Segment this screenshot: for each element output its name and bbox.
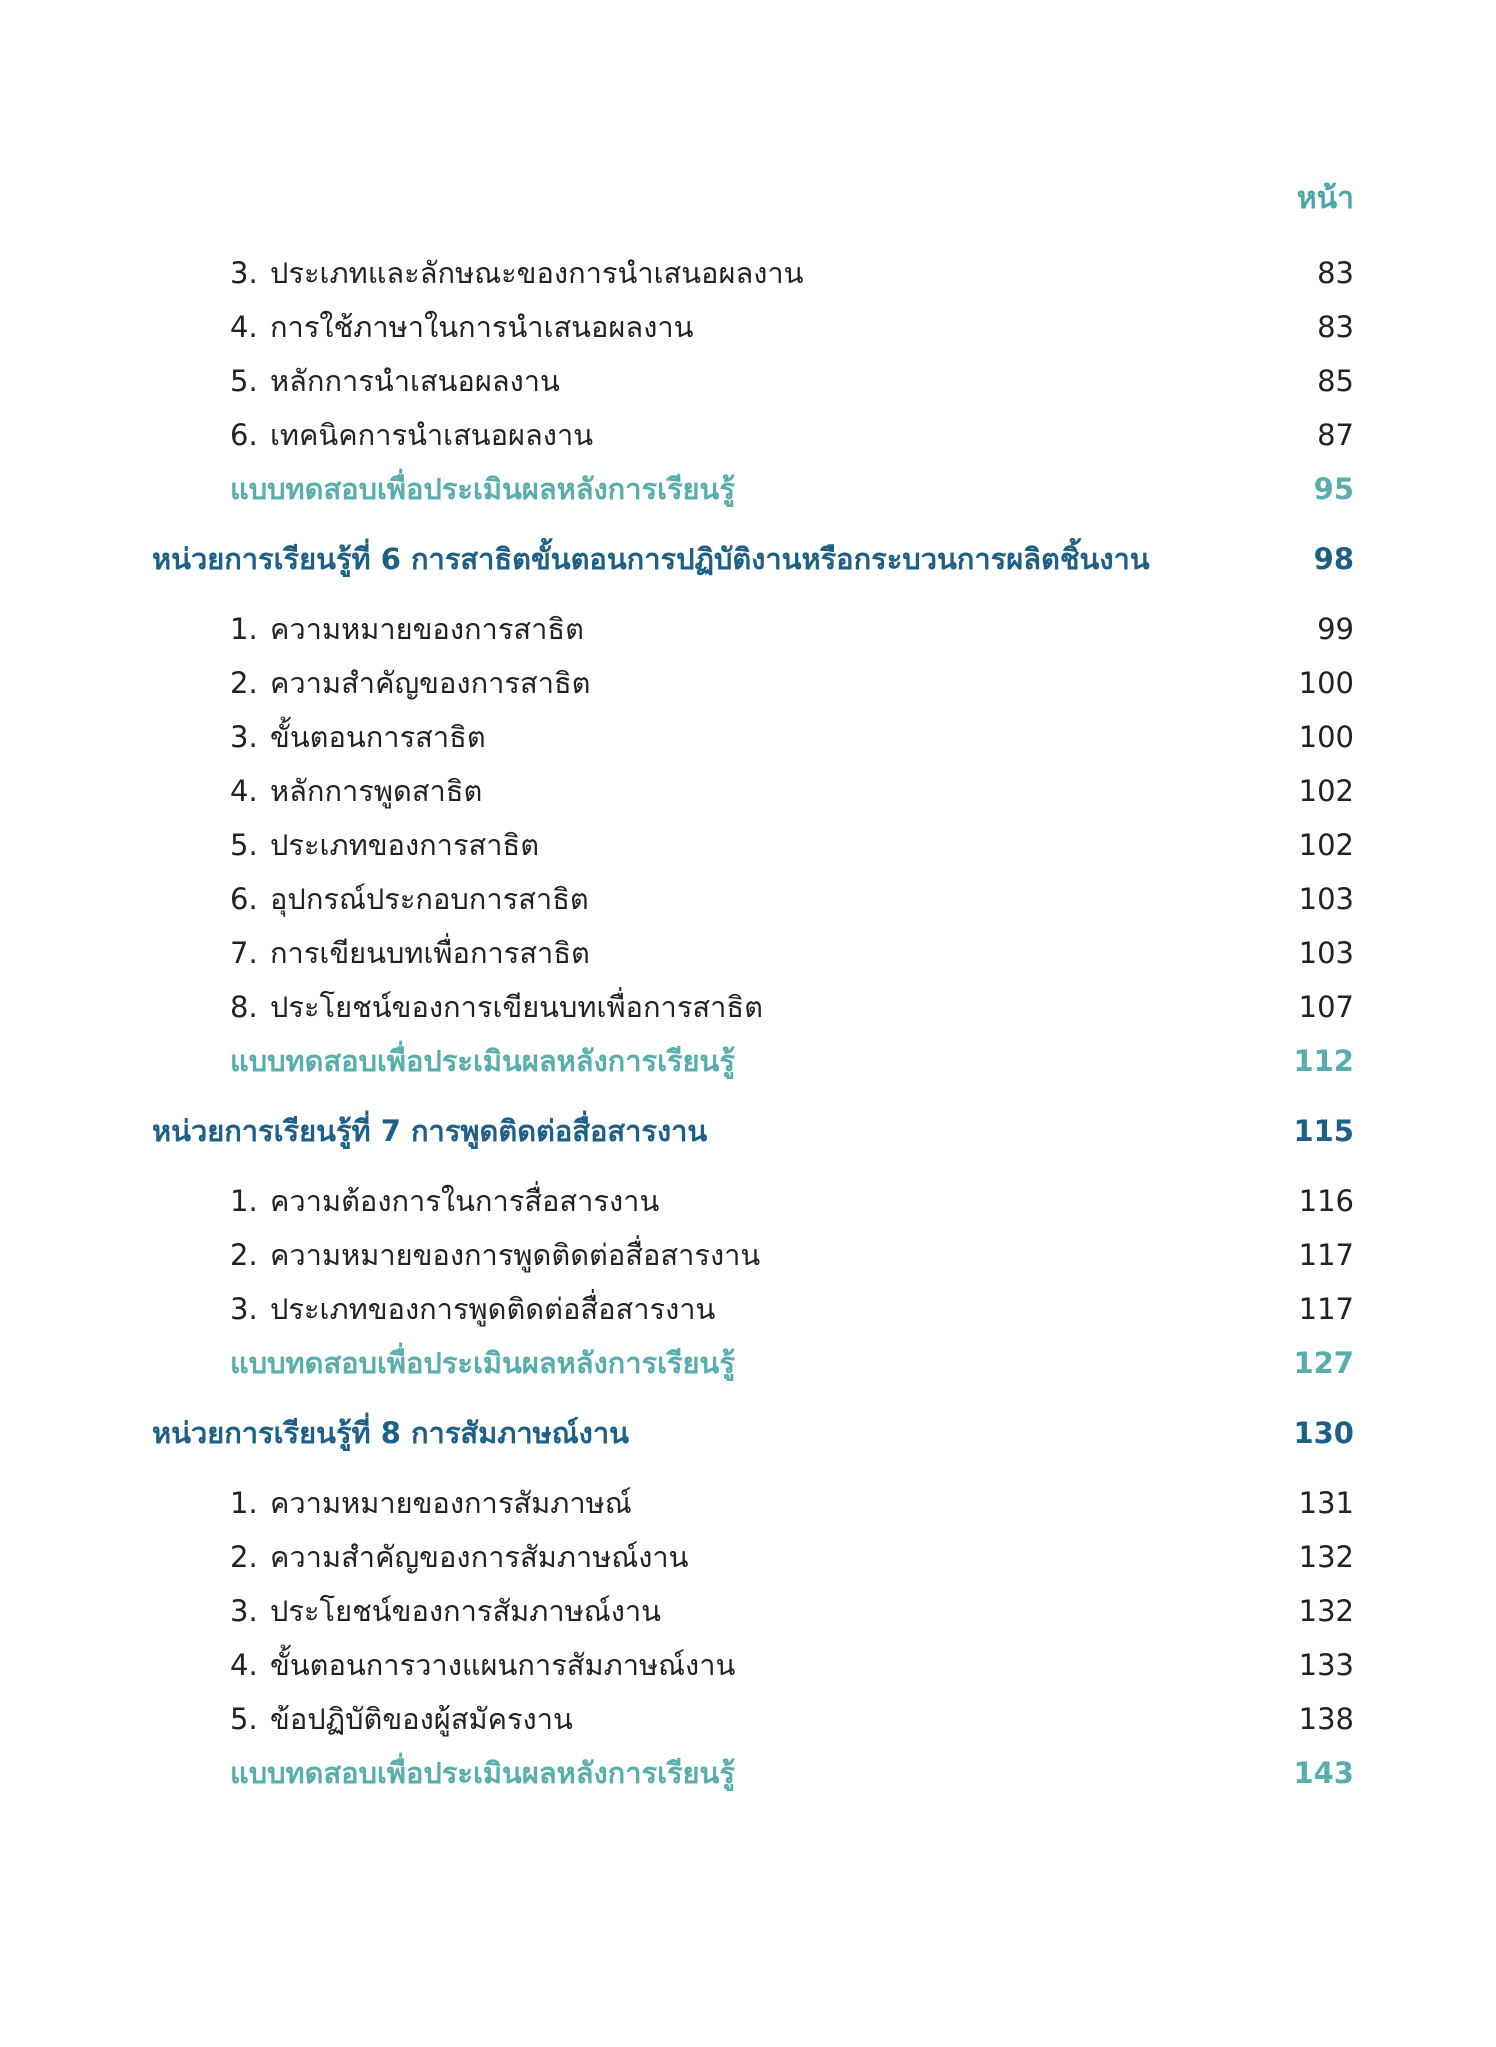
toc-entry-text: ข้อปฏิบัติของผู้สมัครงาน xyxy=(270,1702,573,1736)
toc-entry-label xyxy=(230,1228,760,1282)
page-column-heading: หน้า xyxy=(1296,181,1354,216)
toc-item xyxy=(0,602,1496,656)
toc-entry-page-number: 102 xyxy=(1298,774,1354,808)
toc-entry-index: 8. xyxy=(230,990,258,1024)
toc-entry-page-number: 131 xyxy=(1298,1486,1354,1520)
toc-entry-page-number: 133 xyxy=(1298,1648,1354,1682)
toc-entry-page-number: 100 xyxy=(1298,666,1354,700)
toc-item xyxy=(0,408,1496,462)
toc-entry-label xyxy=(230,1282,715,1336)
toc-entry-index: 2. xyxy=(230,1540,258,1574)
toc-entry-page-number: 98 xyxy=(1313,542,1354,576)
toc-entry-label xyxy=(230,1476,632,1530)
toc-entry-label xyxy=(230,300,693,354)
toc-item xyxy=(0,1530,1496,1584)
toc-entry-text: แบบทดสอบเพื่อประเมินผลหลังการเรียนรู้ xyxy=(230,1346,735,1380)
toc-entry-label xyxy=(230,408,593,462)
toc-item xyxy=(0,1174,1496,1228)
toc-entry-page-number: 83 xyxy=(1317,310,1354,344)
toc-entry-text: ประโยชน์ของการเขียนบทเพื่อการสาธิต xyxy=(270,990,763,1024)
toc-entry-page-number: 99 xyxy=(1317,612,1354,646)
toc-entry-label xyxy=(230,462,735,516)
toc-item xyxy=(0,1476,1496,1530)
toc-item xyxy=(0,246,1496,300)
toc-entry-label xyxy=(230,710,486,764)
toc-entry-label xyxy=(230,602,584,656)
toc-entry-page-number: 132 xyxy=(1298,1594,1354,1628)
toc-entry-index: 7. xyxy=(230,936,258,970)
toc-entry-page-number: 127 xyxy=(1293,1346,1354,1380)
toc-entry-index: 1. xyxy=(230,1184,258,1218)
toc-entry-page-number: 87 xyxy=(1317,418,1354,452)
toc-item xyxy=(0,926,1496,980)
toc-entry-text: ประเภทและลักษณะของการนำเสนอผลงาน xyxy=(270,256,804,290)
toc-entry-page-number: 115 xyxy=(1293,1114,1354,1148)
toc-entry-text: ความสำคัญของการสัมภาษณ์งาน xyxy=(270,1540,689,1574)
toc-entry-page-number: 117 xyxy=(1298,1292,1354,1326)
toc-entry-label xyxy=(230,1336,735,1390)
toc-entry-label xyxy=(230,656,591,710)
toc-entry-page-number: 112 xyxy=(1293,1044,1354,1078)
toc-entry-index: 3. xyxy=(230,720,258,754)
toc-entry-text: ประเภทของการพูดติดต่อสื่อสารงาน xyxy=(270,1292,716,1326)
toc-entry-index: 3. xyxy=(230,1292,258,1326)
toc-entry-page-number: 107 xyxy=(1298,990,1354,1024)
toc-entry-index: 2. xyxy=(230,1238,258,1272)
toc-entry-page-number: 103 xyxy=(1298,882,1354,916)
toc-entry-index: 4. xyxy=(230,310,258,344)
toc-entry-label xyxy=(230,872,589,926)
toc-entry-page-number: 116 xyxy=(1298,1184,1354,1218)
toc-entry-label xyxy=(230,926,590,980)
toc-entry-label xyxy=(230,764,482,818)
toc-entry-page-number: 132 xyxy=(1298,1540,1354,1574)
toc-entry-text: แบบทดสอบเพื่อประเมินผลหลังการเรียนรู้ xyxy=(230,1044,735,1078)
toc-item xyxy=(0,818,1496,872)
toc-item xyxy=(0,1228,1496,1282)
toc-entry-label xyxy=(230,980,763,1034)
toc-entry-text: ขั้นตอนการวางแผนการสัมภาษณ์งาน xyxy=(270,1648,736,1682)
toc-entry-index: 5. xyxy=(230,1702,258,1736)
toc-entry-index: 2. xyxy=(230,666,258,700)
toc-entry-text: หน่วยการเรียนรู้ที่ 7 การพูดติดต่อสื่อสารงาน xyxy=(152,1114,708,1148)
toc-entry-text: หลักการพูดสาธิต xyxy=(270,774,483,808)
toc-entry-text: ความสำคัญของการสาธิต xyxy=(270,666,591,700)
toc-entry-text: เทคนิคการนำเสนอผลงาน xyxy=(270,418,594,452)
toc-entry-text: การเขียนบทเพื่อการสาธิต xyxy=(270,936,590,970)
toc-entry-label xyxy=(152,1406,629,1460)
toc-entry-text: ขั้นตอนการสาธิต xyxy=(270,720,486,754)
toc-entry-text: ความหมายของการพูดติดต่อสื่อสารงาน xyxy=(270,1238,761,1272)
toc-entry-text: หน่วยการเรียนรู้ที่ 6 การสาธิตขั้นตอนการปฏิบัติงานหรือกระบวนการผลิตชิ้นงาน xyxy=(152,542,1150,576)
toc-entry-text: ประโยชน์ของการสัมภาษณ์งาน xyxy=(270,1594,661,1628)
toc-entry-label xyxy=(230,1034,735,1088)
toc-entry-index: 3. xyxy=(230,256,258,290)
toc-entry-index: 4. xyxy=(230,1648,258,1682)
toc-entry-index: 1. xyxy=(230,1486,258,1520)
toc-entry-label xyxy=(230,1638,735,1692)
toc-entry-text: แบบทดสอบเพื่อประเมินผลหลังการเรียนรู้ xyxy=(230,1756,735,1790)
toc-entry-page-number: 138 xyxy=(1298,1702,1354,1736)
toc-entry-label xyxy=(230,1584,661,1638)
toc-entry-label xyxy=(230,354,560,408)
toc-entry-label xyxy=(152,1104,707,1158)
toc-item xyxy=(0,1584,1496,1638)
toc-item xyxy=(0,1692,1496,1746)
toc-unit-heading xyxy=(0,1406,1496,1460)
toc-entry-label xyxy=(230,246,803,300)
toc-entry-text: ความหมายของการสาธิต xyxy=(270,612,584,646)
toc-entry-index: 6. xyxy=(230,882,258,916)
toc-entry-text: แบบทดสอบเพื่อประเมินผลหลังการเรียนรู้ xyxy=(230,472,735,506)
toc-entry-page-number: 95 xyxy=(1313,472,1354,506)
toc-entry-page-number: 85 xyxy=(1317,364,1354,398)
toc-item xyxy=(0,1638,1496,1692)
toc-item xyxy=(0,872,1496,926)
table-of-contents xyxy=(0,246,1496,1800)
toc-entry-text: อุปกรณ์ประกอบการสาธิต xyxy=(270,882,589,916)
toc-item xyxy=(0,710,1496,764)
toc-entry-text: หลักการนำเสนอผลงาน xyxy=(270,364,560,398)
toc-entry-index: 3. xyxy=(230,1594,258,1628)
toc-entry-label xyxy=(230,1746,735,1800)
toc-test-entry xyxy=(0,1746,1496,1800)
toc-test-entry xyxy=(0,1336,1496,1390)
toc-entry-index: 1. xyxy=(230,612,258,646)
toc-entry-page-number: 117 xyxy=(1298,1238,1354,1272)
toc-item xyxy=(0,300,1496,354)
toc-entry-text: ความหมายของการสัมภาษณ์ xyxy=(270,1486,632,1520)
toc-entry-label xyxy=(230,818,539,872)
toc-test-entry xyxy=(0,1034,1496,1088)
toc-entry-text: การใช้ภาษาในการนำเสนอผลงาน xyxy=(270,310,694,344)
toc-entry-text: หน่วยการเรียนรู้ที่ 8 การสัมภาษณ์งาน xyxy=(152,1416,629,1450)
toc-entry-page-number: 100 xyxy=(1298,720,1354,754)
toc-entry-label xyxy=(152,532,1150,586)
toc-unit-heading xyxy=(0,532,1496,586)
toc-entry-page-number: 130 xyxy=(1293,1416,1354,1450)
toc-item xyxy=(0,656,1496,710)
toc-entry-index: 4. xyxy=(230,774,258,808)
toc-item xyxy=(0,764,1496,818)
toc-entry-page-number: 102 xyxy=(1298,828,1354,862)
toc-unit-heading xyxy=(0,1104,1496,1158)
toc-item xyxy=(0,980,1496,1034)
toc-entry-text: ความต้องการในการสื่อสารงาน xyxy=(270,1184,660,1218)
toc-test-entry xyxy=(0,462,1496,516)
toc-entry-index: 6. xyxy=(230,418,258,452)
toc-entry-page-number: 103 xyxy=(1298,936,1354,970)
toc-item xyxy=(0,354,1496,408)
toc-entry-index: 5. xyxy=(230,828,258,862)
toc-item xyxy=(0,1282,1496,1336)
toc-entry-text: ประเภทของการสาธิต xyxy=(270,828,540,862)
toc-entry-page-number: 83 xyxy=(1317,256,1354,290)
toc-entry-label xyxy=(230,1174,659,1228)
toc-entry-label xyxy=(230,1530,689,1584)
toc-entry-index: 5. xyxy=(230,364,258,398)
toc-entry-page-number: 143 xyxy=(1293,1756,1354,1790)
toc-entry-label xyxy=(230,1692,573,1746)
